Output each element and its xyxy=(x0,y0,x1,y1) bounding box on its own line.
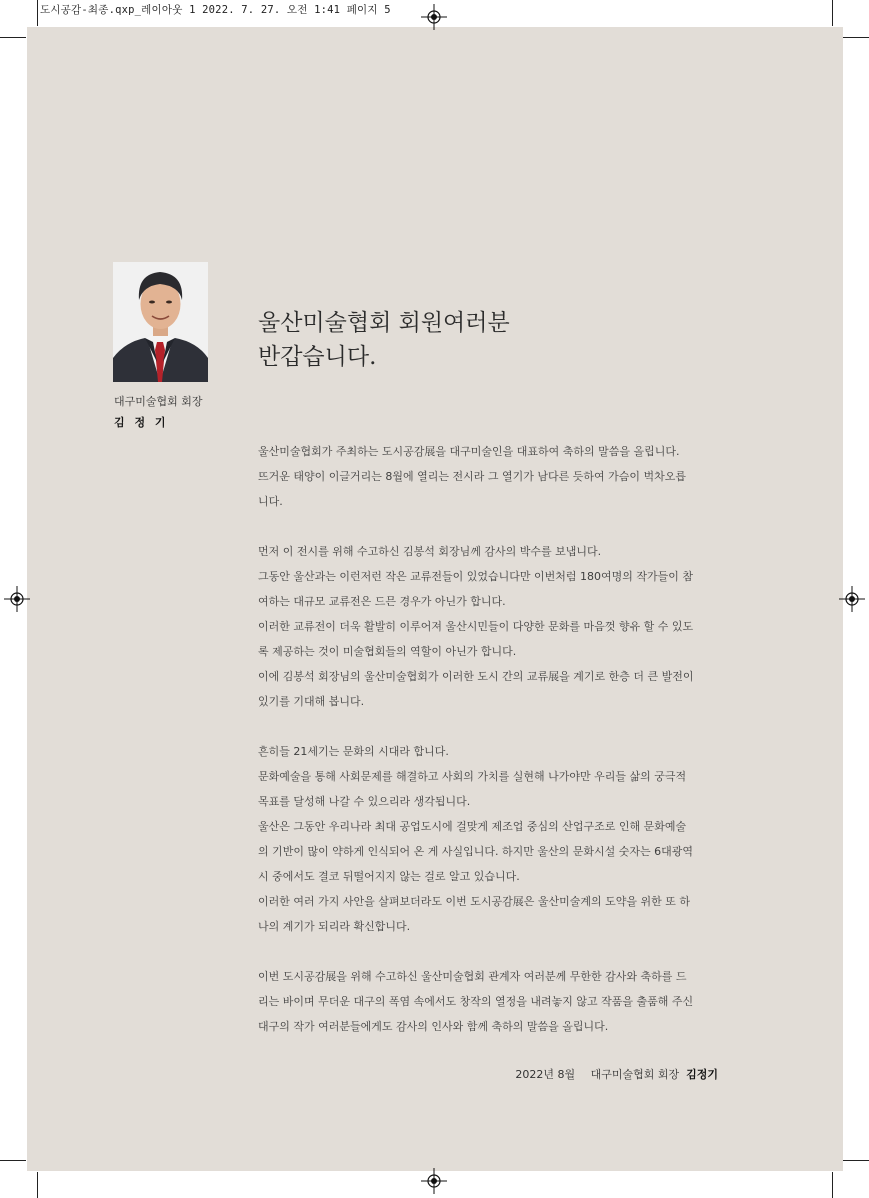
text-line: 여하는 대규모 교류전은 드믄 경우가 아닌가 합니다. xyxy=(258,595,506,608)
text-line: 문화예술을 통해 사회문제를 해결하고 사회의 가치를 실현해 나가야만 우리들 삶의 궁극적 xyxy=(258,770,687,783)
text-line: 뜨거운 태양이 이글거리는 8월에 열리는 전시라 그 열기가 남다른 듯하여 가슴이 벅차오릅 xyxy=(258,470,686,483)
text-line: 그동안 울산과는 이런저런 작은 교류전들이 있었습니다만 이번처럼 180여명의 작가들이 참 xyxy=(258,570,693,583)
paragraph-2 xyxy=(258,539,718,714)
print-slug: 도시공감-최종.qxp_레이아웃 1 2022. 7. 27. 오전 1:41 페이지 5 xyxy=(40,4,391,16)
title-line-2: 반갑습니다. xyxy=(258,344,377,370)
paragraph-1 xyxy=(258,439,718,514)
registration-mark-icon xyxy=(4,586,30,612)
signature-org: 대구미술협회 회장 xyxy=(590,1068,680,1081)
paragraph-4 xyxy=(258,964,718,1039)
author-name: 김 정 기 xyxy=(114,416,169,429)
crop-mark xyxy=(37,0,38,26)
paragraph-3 xyxy=(258,739,718,939)
text-line: 이에 김봉석 회장님의 울산미술협회가 이러한 도시 간의 교류展을 계기로 한층 더 큰 발전이 xyxy=(258,670,694,683)
text-line: 흔히들 21세기는 문화의 시대라 합니다. xyxy=(258,745,449,758)
letter-body xyxy=(258,439,718,1064)
text-line: 있기를 기대해 봅니다. xyxy=(258,695,365,708)
portrait-photo xyxy=(113,262,208,382)
registration-mark-icon xyxy=(421,4,447,30)
crop-mark xyxy=(37,1172,38,1198)
crop-mark xyxy=(832,1172,833,1198)
signature-date: 2022년 8월 xyxy=(515,1068,576,1081)
text-line: 울산은 그동안 우리나라 최대 공업도시에 걸맞게 제조업 중심의 산업구조로 인해 문화예술 xyxy=(258,820,687,833)
text-line: 먼저 이 전시를 위해 수고하신 김봉석 회장님께 감사의 박수를 보냅니다. xyxy=(258,545,602,558)
crop-mark xyxy=(0,1160,26,1161)
text-line: 리는 바이며 무더운 대구의 폭염 속에서도 창작의 열정을 내려놓지 않고 작품을 출품해 주신 xyxy=(258,995,694,1008)
text-line: 대구의 작가 여러분들에게도 감사의 인사와 함께 축하의 말씀을 올립니다. xyxy=(258,1020,609,1033)
registration-mark-icon xyxy=(421,1168,447,1194)
text-line: 의 기반이 많이 약하게 인식되어 온 게 사실입니다. 하지만 울산의 문화시설 숫자는 6대광역 xyxy=(258,845,693,858)
crop-mark xyxy=(843,37,869,38)
crop-mark xyxy=(832,0,833,26)
text-line: 목표를 달성해 나갈 수 있으리라 생각됩니다. xyxy=(258,795,471,808)
text-line: 나의 계기가 되리라 확신합니다. xyxy=(258,920,411,933)
registration-mark-icon xyxy=(839,586,865,612)
text-line: 록 제공하는 것이 미술협회들의 역할이 아닌가 합니다. xyxy=(258,645,517,658)
text-line: 이러한 여러 가지 사안을 살펴보더라도 이번 도시공감展은 울산미술계의 도약을 위한 또 하 xyxy=(258,895,690,908)
page-title xyxy=(258,306,510,374)
signature-line xyxy=(515,1066,718,1082)
crop-mark xyxy=(843,1160,869,1161)
person-portrait-icon xyxy=(113,262,208,382)
author-role: 대구미술협회 회장 xyxy=(114,395,203,408)
text-line: 울산미술협회가 주최하는 도시공감展을 대구미술인을 대표하여 축하의 말씀을 올립니다. xyxy=(258,445,680,458)
text-line: 이번 도시공감展을 위해 수고하신 울산미술협회 관계자 여러분께 무한한 감사와 축하를 드 xyxy=(258,970,687,983)
text-line: 이러한 교류전이 더욱 활발히 이루어져 울산시민들이 다양한 문화를 마음껏 향유 할 수 있도 xyxy=(258,620,694,633)
text-line: 니다. xyxy=(258,495,283,508)
crop-mark xyxy=(0,37,26,38)
signature-name: 김정기 xyxy=(686,1068,718,1081)
text-line: 시 중에서도 결코 뒤떨어지지 않는 걸로 알고 있습니다. xyxy=(258,870,520,883)
title-line-1: 울산미술협회 회원여러분 xyxy=(258,310,510,336)
